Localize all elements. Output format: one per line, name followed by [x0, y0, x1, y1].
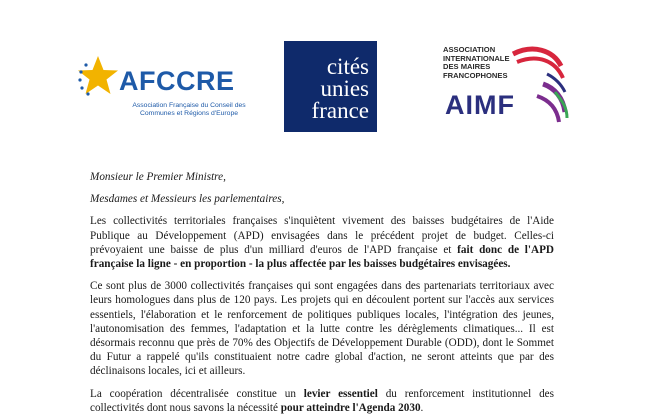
paragraph-3-text-a: La coopération décentralisée constitue un	[90, 387, 304, 400]
salutation-prime-minister: Monsieur le Premier Ministre,	[90, 171, 226, 183]
letter-body	[90, 170, 554, 415]
salutation-parliamentarians: Mesdames et Messieurs les parlementaires,	[90, 193, 285, 206]
afccre-name: AFCCRE	[119, 66, 235, 96]
cuf-line-2: unies	[320, 76, 369, 101]
paragraph-1	[90, 214, 554, 271]
logo-header	[0, 0, 650, 150]
paragraph-3-end: .	[420, 401, 424, 414]
aimf-title	[443, 46, 510, 80]
aimf-logo	[443, 44, 573, 134]
cuf-line-1: cités	[326, 54, 369, 79]
aimf-title-line-2: INTERNATIONALE	[443, 53, 510, 63]
afccre-logo	[76, 52, 246, 132]
aimf-title-line-4: FRANCOPHONES	[443, 70, 508, 80]
europe-star-icon	[76, 54, 120, 98]
paragraph-2: Ce sont plus de 3000 collectivités françaises qui sont engagées dans des partenariats territoriaux avec leurs homologues dans plus de 120 pays. Les projets qui en découlent portent sur l'accès aux services essentiels, l'élaboration et le renforcement de politiques publiques locales, l'intégration des jeunes, l'autonomisation des femmes, l'adaptation et la lutte contre les dérèglements climatiques... Il est désormais reconnu que près de 70% des Objectifs de Développement Durable (ODD), dont le Sommet du Futur a rappelé qu'ils constituaient notre cadre global d'action, ne seront atteints que par des déclinaisons locales, ici et ailleurs.	[90, 280, 554, 378]
afccre-subtitle: Association Française du Conseil des Communes et Régions d'Europe	[132, 102, 246, 117]
paragraph-3	[90, 387, 554, 415]
paragraph-3-text-b: du renforcement institutionnel des collectivités dont nous savons la nécessité	[90, 387, 554, 414]
cuf-line-3: france	[311, 98, 369, 123]
aimf-acronym: AIMF	[445, 90, 515, 120]
paragraph-3-bold-a: levier essentiel	[303, 387, 378, 400]
aimf-title-line-3: DES MAIRES	[443, 62, 491, 72]
aimf-title-line-1: ASSOCIATION	[443, 45, 496, 54]
paragraph-3-bold-b: pour atteindre l'Agenda 2030	[280, 401, 421, 414]
paragraph-1-text: Les collectivités territoriales françaises s'inquiètent vivement des baisses budgétaires de l'Aide Publique au Développement (APD) envisagées dans le précédent projet de budget. Celles-ci prévoyaient une baisse de plus d'un milliard d'euros de l'APD française et	[90, 215, 554, 256]
paragraph-1-bold: fait donc de l'APD française la ligne - en proportion - la plus affectée par les baisses budgétaires envisagées.	[90, 243, 554, 271]
cites-unies-france-logo	[284, 41, 377, 132]
